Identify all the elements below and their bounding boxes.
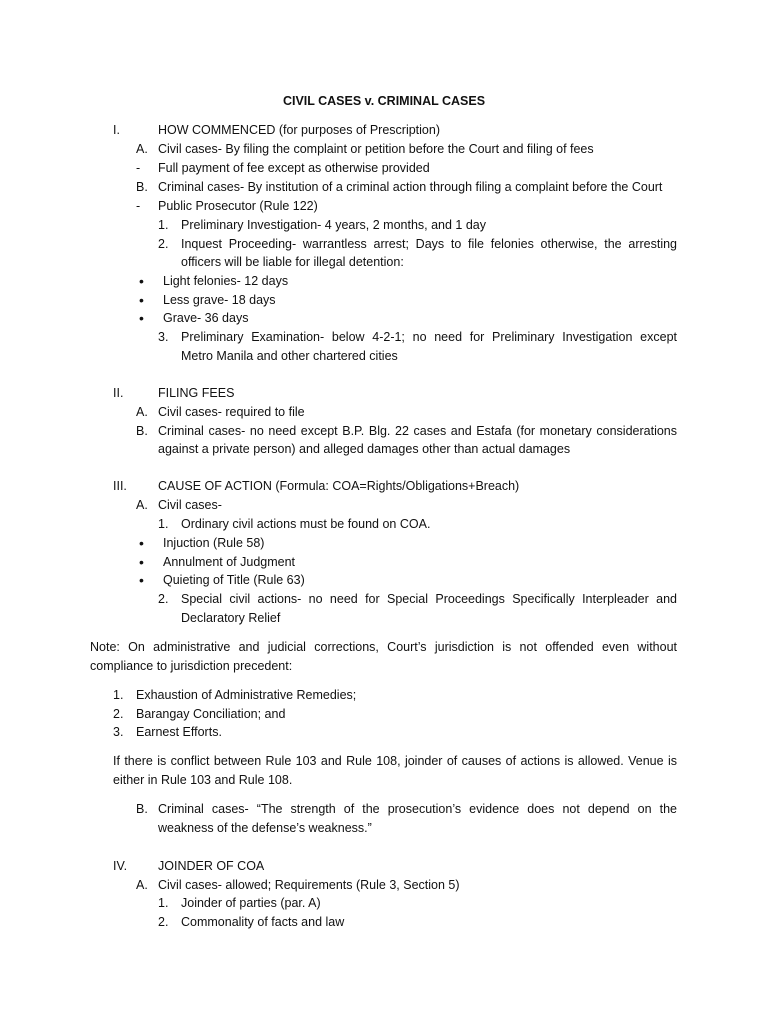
list-item: Criminal cases- no need except B.P. Blg. 22 cases and Estafa (for monetary considerations <box>158 424 677 438</box>
dash-marker: - <box>136 161 141 175</box>
list-item: Exhaustion of Administrative Remedies; <box>136 688 357 702</box>
item-marker: 1. <box>158 517 169 531</box>
note-paragraph: Note: On administrative and judicial corrections, Court’s jurisdiction is not offended even without <box>90 640 677 654</box>
list-item: Civil cases- allowed; Requirements (Rule 3, Section 5) <box>158 878 460 892</box>
list-item: Criminal cases- By institution of a criminal action through filing a complaint before the Court <box>158 180 663 194</box>
list-item: Preliminary Investigation- 4 years, 2 months, and 1 day <box>181 218 487 232</box>
list-item: Public Prosecutor (Rule 122) <box>158 199 318 213</box>
item-marker: 2. <box>158 237 169 251</box>
conflict-paragraph: If there is conflict between Rule 103 and Rule 108, joinder of causes of actions is allowed. Venue is <box>113 754 677 768</box>
list-item: Criminal cases- “The strength of the prosecution’s evidence does not depend on the <box>158 802 677 816</box>
bullet-marker: • <box>139 554 144 570</box>
section-i-heading: HOW COMMENCED (for purposes of Prescription) <box>158 123 441 137</box>
item-marker: 2. <box>158 592 169 606</box>
bullet-marker: • <box>139 292 144 308</box>
section-ii-number: II. <box>113 386 124 400</box>
list-item: Full payment of fee except as otherwise provided <box>158 161 430 175</box>
section-iv-number: IV. <box>113 859 128 873</box>
item-marker: 2. <box>158 915 169 929</box>
note-paragraph-continuation: compliance to jurisdiction precedent: <box>90 659 293 673</box>
list-item: Less grave- 18 days <box>163 293 276 307</box>
bullet-marker: • <box>139 535 144 551</box>
list-item: Joinder of parties (par. A) <box>181 896 321 910</box>
conflict-paragraph-continuation: either in Rule 103 and Rule 108. <box>113 773 293 787</box>
item-marker: 1. <box>158 218 169 232</box>
list-item: Injuction (Rule 58) <box>163 536 265 550</box>
bullet-marker: • <box>139 572 144 588</box>
item-marker: A. <box>136 142 148 156</box>
item-marker: 3. <box>158 330 169 344</box>
list-item-continuation: weakness of the defense’s weakness.” <box>158 821 372 835</box>
section-iii-number: III. <box>113 479 127 493</box>
list-item: Grave- 36 days <box>163 311 249 325</box>
list-item-continuation: Declaratory Relief <box>181 611 281 625</box>
list-item: Commonality of facts and law <box>181 915 345 929</box>
list-item: Civil cases- required to file <box>158 405 305 419</box>
list-item: Special civil actions- no need for Special Proceedings Specifically Interpleader and <box>181 592 677 606</box>
list-item: Light felonies- 12 days <box>163 274 289 288</box>
item-marker: A. <box>136 878 148 892</box>
dash-marker: - <box>136 199 141 213</box>
item-marker: B. <box>136 180 148 194</box>
section-i-number: I. <box>113 123 120 137</box>
item-marker: 1. <box>113 688 124 702</box>
item-marker: B. <box>136 424 148 438</box>
list-item: Ordinary civil actions must be found on COA. <box>181 517 431 531</box>
bullet-marker: • <box>139 273 144 289</box>
item-marker: A. <box>136 405 148 419</box>
list-item: Preliminary Examination- below 4-2-1; no need for Preliminary Investigation except <box>181 330 677 344</box>
section-ii-heading: FILING FEES <box>158 386 235 400</box>
list-item: Civil cases- <box>158 498 222 512</box>
list-item-continuation: against a private person) and alleged damages other than actual damages <box>158 442 571 456</box>
document-title: CIVIL CASES v. CRIMINAL CASES <box>282 94 486 108</box>
list-item: Annulment of Judgment <box>163 555 296 569</box>
list-item: Inquest Proceeding- warrantless arrest; Days to file felonies otherwise, the arresting <box>181 237 677 251</box>
section-iv-heading: JOINDER OF COA <box>158 859 265 873</box>
list-item-continuation: Metro Manila and other chartered cities <box>181 349 398 363</box>
item-marker: B. <box>136 802 148 816</box>
item-marker: A. <box>136 498 148 512</box>
item-marker: 1. <box>158 896 169 910</box>
list-item-continuation: officers will be liable for illegal detention: <box>181 255 404 269</box>
bullet-marker: • <box>139 310 144 326</box>
item-marker: 3. <box>113 725 124 739</box>
section-iii-heading: CAUSE OF ACTION (Formula: COA=Rights/Obligations+Breach) <box>158 479 520 493</box>
item-marker: 2. <box>113 707 124 721</box>
list-item: Barangay Conciliation; and <box>136 707 286 721</box>
list-item: Earnest Efforts. <box>136 725 222 739</box>
list-item: Quieting of Title (Rule 63) <box>163 573 305 587</box>
list-item: Civil cases- By filing the complaint or petition before the Court and filing of fees <box>158 142 594 156</box>
